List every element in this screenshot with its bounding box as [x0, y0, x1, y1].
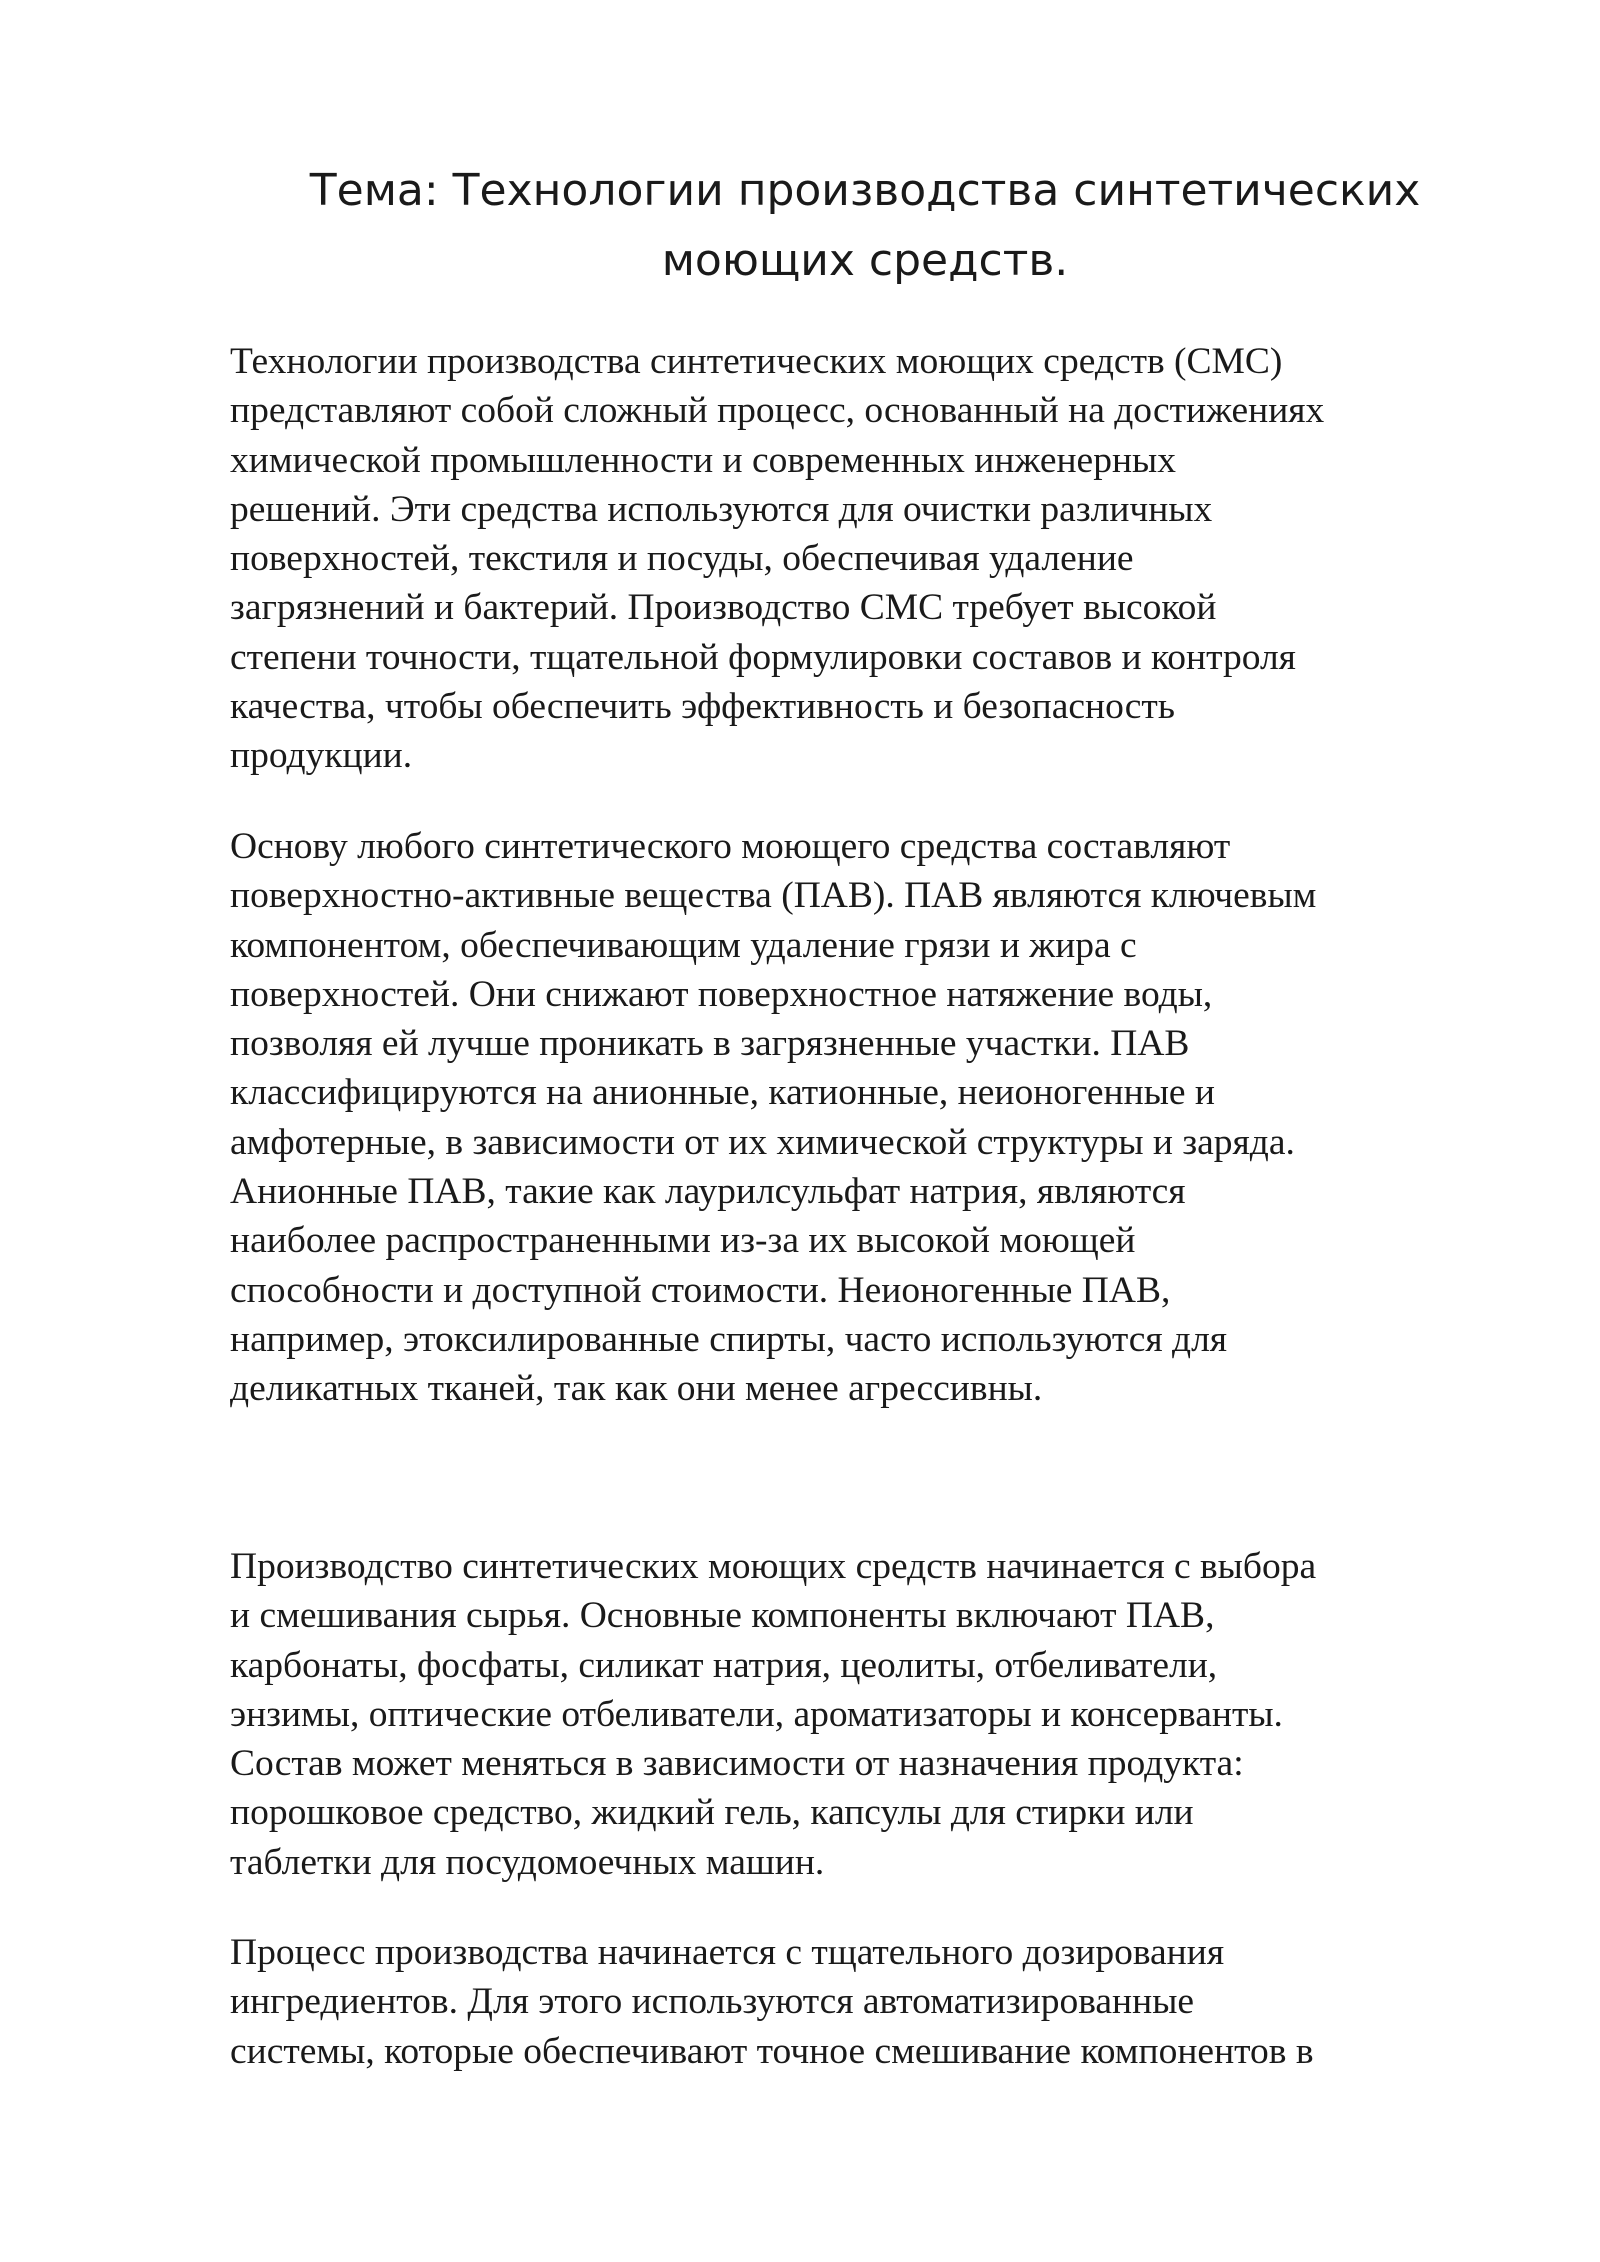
- text-line: Состав может меняться в зависимости от назначения продукта:: [230, 1743, 1244, 1785]
- text-line: степени точности, тщательной формулировки составов и контроля: [230, 636, 1296, 678]
- paragraph-introduction: [230, 337, 1550, 781]
- text-line: химической промышленности и современных инженерных: [230, 439, 1176, 481]
- text-line: решений. Эти средства используются для очистки различных: [230, 488, 1213, 530]
- text-line: Анионные ПАВ, такие как лаурилсульфат натрия, являются: [230, 1171, 1186, 1213]
- text-line: поверхностей. Они снижают поверхностное натяжение воды,: [230, 973, 1213, 1015]
- text-line: поверхностно-активные вещества (ПАВ). ПАВ являются ключевым: [230, 875, 1317, 917]
- text-line: компонентом, обеспечивающим удаление грязи и жира с: [230, 924, 1137, 966]
- text-line: представляют собой сложный процесс, основанный на достижениях: [230, 390, 1325, 432]
- document-title: [230, 156, 1500, 296]
- text-line: деликатных тканей, так как они менее агрессивны.: [230, 1368, 1043, 1410]
- text-line: качества, чтобы обеспечить эффективность и безопасность: [230, 686, 1175, 728]
- text-line: ингредиентов. Для этого используются автоматизированные: [230, 1981, 1195, 2023]
- text-line: Технологии производства синтетических моющих средств (СМС): [230, 341, 1283, 382]
- text-line: классифицируются на анионные, катионные, неионогенные и: [230, 1072, 1215, 1114]
- title-line: Тема: Технологии производства синтетических: [309, 165, 1421, 216]
- text-line: Основу любого синтетического моющего средства составляют: [230, 826, 1231, 867]
- text-line: карбонаты, фосфаты, силикат натрия, цеолиты, отбеливатели,: [230, 1644, 1218, 1686]
- text-line: энзимы, оптические отбеливатели, ароматизаторы и консерванты.: [230, 1693, 1283, 1735]
- paragraph-surfactants: [230, 822, 1550, 1414]
- text-line: позволяя ей лучше проникать в загрязненные участки. ПАВ: [230, 1023, 1190, 1065]
- text-line: наиболее распространенными из-за их высокой моющей: [230, 1220, 1136, 1262]
- text-line: продукции.: [230, 735, 413, 777]
- text-line: например, этоксилированные спирты, часто используются для: [230, 1318, 1228, 1360]
- text-line: загрязнений и бактерий. Производство СМС требует высокой: [230, 587, 1217, 629]
- text-line: Производство синтетических моющих средств начинается с выбора: [230, 1546, 1317, 1587]
- text-line: системы, которые обеспечивают точное смешивание компонентов в: [230, 2030, 1314, 2072]
- text-line: амфотерные, в зависимости от их химической структуры и заряда.: [230, 1121, 1295, 1163]
- text-line: Процесс производства начинается с тщательного дозирования: [230, 1932, 1225, 1973]
- paragraph-dosing-process: [230, 1928, 1550, 2076]
- text-line: поверхностей, текстиля и посуды, обеспечивая удаление: [230, 538, 1134, 580]
- paragraph-raw-materials: [230, 1542, 1550, 1887]
- text-line: порошковое средство, жидкий гель, капсулы для стирки или: [230, 1792, 1194, 1834]
- text-line: таблетки для посудомоечных машин.: [230, 1841, 825, 1883]
- text-line: способности и доступной стоимости. Неионогенные ПАВ,: [230, 1269, 1171, 1311]
- title-line: моющих средств.: [661, 235, 1069, 286]
- text-line: и смешивания сырья. Основные компоненты включают ПАВ,: [230, 1595, 1215, 1637]
